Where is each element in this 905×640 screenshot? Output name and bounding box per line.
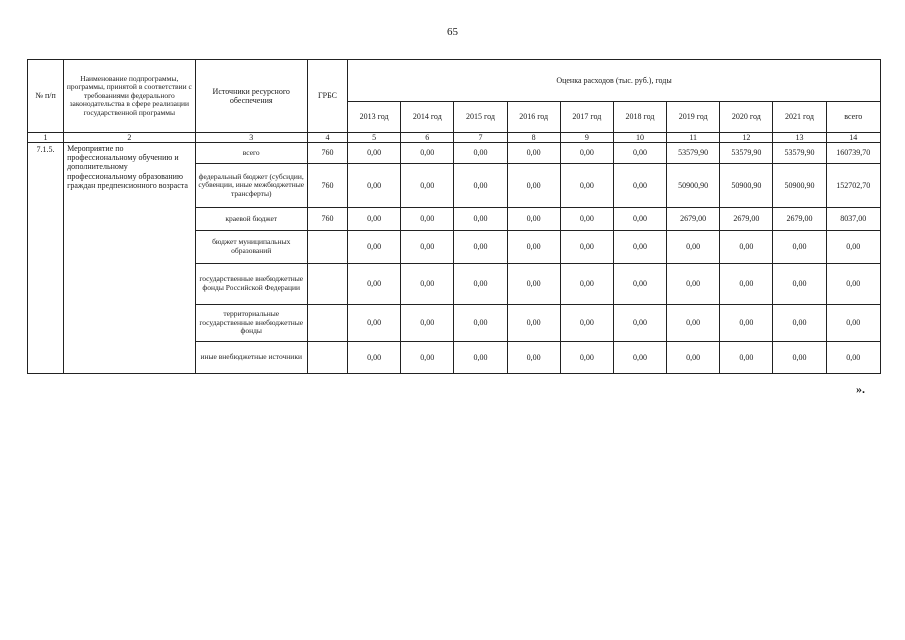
item-name: Мероприятие по профессиональному обучению и дополнительному профессиональному образованию граждан предпенсионного возраста: [64, 143, 195, 374]
grbs-code: [307, 264, 347, 305]
grbs-code: [307, 231, 347, 264]
grbs-code: [307, 342, 347, 374]
funding-source: федеральный бюджет (субсидии, субвенции, иные межбюджетные трансферты): [195, 164, 307, 208]
expense-value: 0,00: [773, 342, 826, 374]
expense-value: 0,00: [348, 143, 401, 164]
expense-value: 0,00: [507, 143, 560, 164]
expense-value: 0,00: [348, 264, 401, 305]
expense-value: 0,00: [613, 342, 666, 374]
expense-value: 0,00: [613, 231, 666, 264]
expense-value: 0,00: [348, 342, 401, 374]
closing-mark: ».: [856, 382, 865, 396]
expense-value: 0,00: [826, 264, 880, 305]
page-number: 65: [447, 26, 458, 38]
column-number: 2: [64, 133, 195, 143]
header-year: 2017 год: [560, 102, 613, 133]
expense-value: 0,00: [401, 143, 454, 164]
expense-value: 0,00: [348, 208, 401, 231]
header-year: 2014 год: [401, 102, 454, 133]
item-number: 7.1.5.: [28, 143, 64, 374]
expense-value: 0,00: [454, 231, 507, 264]
expense-value: 0,00: [826, 305, 880, 342]
expense-value: 0,00: [560, 231, 613, 264]
funding-source: иные внебюджетные источники: [195, 342, 307, 374]
expense-value: 0,00: [401, 231, 454, 264]
header-sources: Источники ресурсного обеспечения: [195, 60, 307, 133]
header-year: 2015 год: [454, 102, 507, 133]
expense-value: 2679,00: [667, 208, 720, 231]
funding-source: бюджет муниципальных образований: [195, 231, 307, 264]
column-number: 5: [348, 133, 401, 143]
expense-value: 160739,70: [826, 143, 880, 164]
header-year: 2016 год: [507, 102, 560, 133]
expense-value: 0,00: [560, 143, 613, 164]
expense-value: 53579,90: [773, 143, 826, 164]
expense-value: 0,00: [613, 164, 666, 208]
expense-value: 2679,00: [773, 208, 826, 231]
expense-value: 0,00: [667, 231, 720, 264]
expense-value: 0,00: [348, 231, 401, 264]
expense-value: 0,00: [826, 231, 880, 264]
expense-value: 0,00: [720, 342, 773, 374]
expense-value: 0,00: [507, 342, 560, 374]
expense-value: 0,00: [773, 231, 826, 264]
expense-value: 0,00: [454, 264, 507, 305]
column-number: 11: [667, 133, 720, 143]
expense-value: 0,00: [507, 164, 560, 208]
expense-value: 2679,00: [720, 208, 773, 231]
expense-value: 0,00: [507, 305, 560, 342]
expense-value: 0,00: [773, 264, 826, 305]
grbs-code: 760: [307, 164, 347, 208]
expense-value: 50900,90: [720, 164, 773, 208]
header-grbs: ГРБС: [307, 60, 347, 133]
expense-value: 53579,90: [667, 143, 720, 164]
expense-value: 0,00: [454, 164, 507, 208]
funding-source: государственные внебюджетные фонды Российской Федерации: [195, 264, 307, 305]
header-year: 2013 год: [348, 102, 401, 133]
expense-value: 0,00: [560, 208, 613, 231]
expense-value: 0,00: [348, 164, 401, 208]
column-number: 3: [195, 133, 307, 143]
column-number: 1: [28, 133, 64, 143]
table-row: [28, 143, 881, 164]
funding-source: территориальные государственные внебюджетные фонды: [195, 305, 307, 342]
funding-source: краевой бюджет: [195, 208, 307, 231]
expense-value: 0,00: [401, 264, 454, 305]
funding-source: всего: [195, 143, 307, 164]
grbs-code: [307, 305, 347, 342]
expense-value: 0,00: [720, 305, 773, 342]
expense-value: 0,00: [773, 305, 826, 342]
column-number: 8: [507, 133, 560, 143]
column-number: 9: [560, 133, 613, 143]
column-number: 6: [401, 133, 454, 143]
expense-value: 8037,00: [826, 208, 880, 231]
header-year: 2021 год: [773, 102, 826, 133]
expense-value: 0,00: [401, 305, 454, 342]
expense-value: 152702,70: [826, 164, 880, 208]
header-year: 2019 год: [667, 102, 720, 133]
expense-value: 0,00: [401, 342, 454, 374]
expense-value: 0,00: [720, 264, 773, 305]
expense-value: 0,00: [454, 305, 507, 342]
expense-value: 50900,90: [773, 164, 826, 208]
column-number: 10: [613, 133, 666, 143]
header-estimate: Оценка расходов (тыс. руб.), годы: [348, 60, 881, 102]
expense-value: 0,00: [560, 305, 613, 342]
expense-value: 0,00: [507, 208, 560, 231]
header-year: 2018 год: [613, 102, 666, 133]
expense-value: 0,00: [560, 264, 613, 305]
expense-value: 0,00: [507, 231, 560, 264]
header-year: всего: [826, 102, 880, 133]
expense-value: 0,00: [667, 305, 720, 342]
expense-value: 0,00: [613, 208, 666, 231]
header-name: Наименование подпрограммы, программы, принятой в соответствии с требованиями федерального законодательства в сфере реализации государственной программы: [64, 60, 195, 133]
expense-value: 0,00: [613, 264, 666, 305]
expense-value: 0,00: [401, 208, 454, 231]
expense-value: 0,00: [560, 342, 613, 374]
column-number: 7: [454, 133, 507, 143]
budget-table: [27, 59, 881, 374]
expense-value: 0,00: [720, 231, 773, 264]
expense-value: 0,00: [667, 264, 720, 305]
expense-value: 0,00: [507, 264, 560, 305]
expense-value: 0,00: [613, 143, 666, 164]
expense-value: 0,00: [826, 342, 880, 374]
expense-value: 0,00: [560, 164, 613, 208]
grbs-code: 760: [307, 208, 347, 231]
expense-value: 0,00: [667, 342, 720, 374]
grbs-code: 760: [307, 143, 347, 164]
expense-value: 0,00: [401, 164, 454, 208]
header-year: 2020 год: [720, 102, 773, 133]
expense-value: 0,00: [613, 305, 666, 342]
expense-value: 53579,90: [720, 143, 773, 164]
header-num: № п/п: [28, 60, 64, 133]
expense-value: 0,00: [454, 342, 507, 374]
column-number: 13: [773, 133, 826, 143]
expense-value: 0,00: [454, 208, 507, 231]
expense-value: 50900,90: [667, 164, 720, 208]
column-number: 12: [720, 133, 773, 143]
column-number: 14: [826, 133, 880, 143]
expense-value: 0,00: [454, 143, 507, 164]
expense-value: 0,00: [348, 305, 401, 342]
column-number: 4: [307, 133, 347, 143]
